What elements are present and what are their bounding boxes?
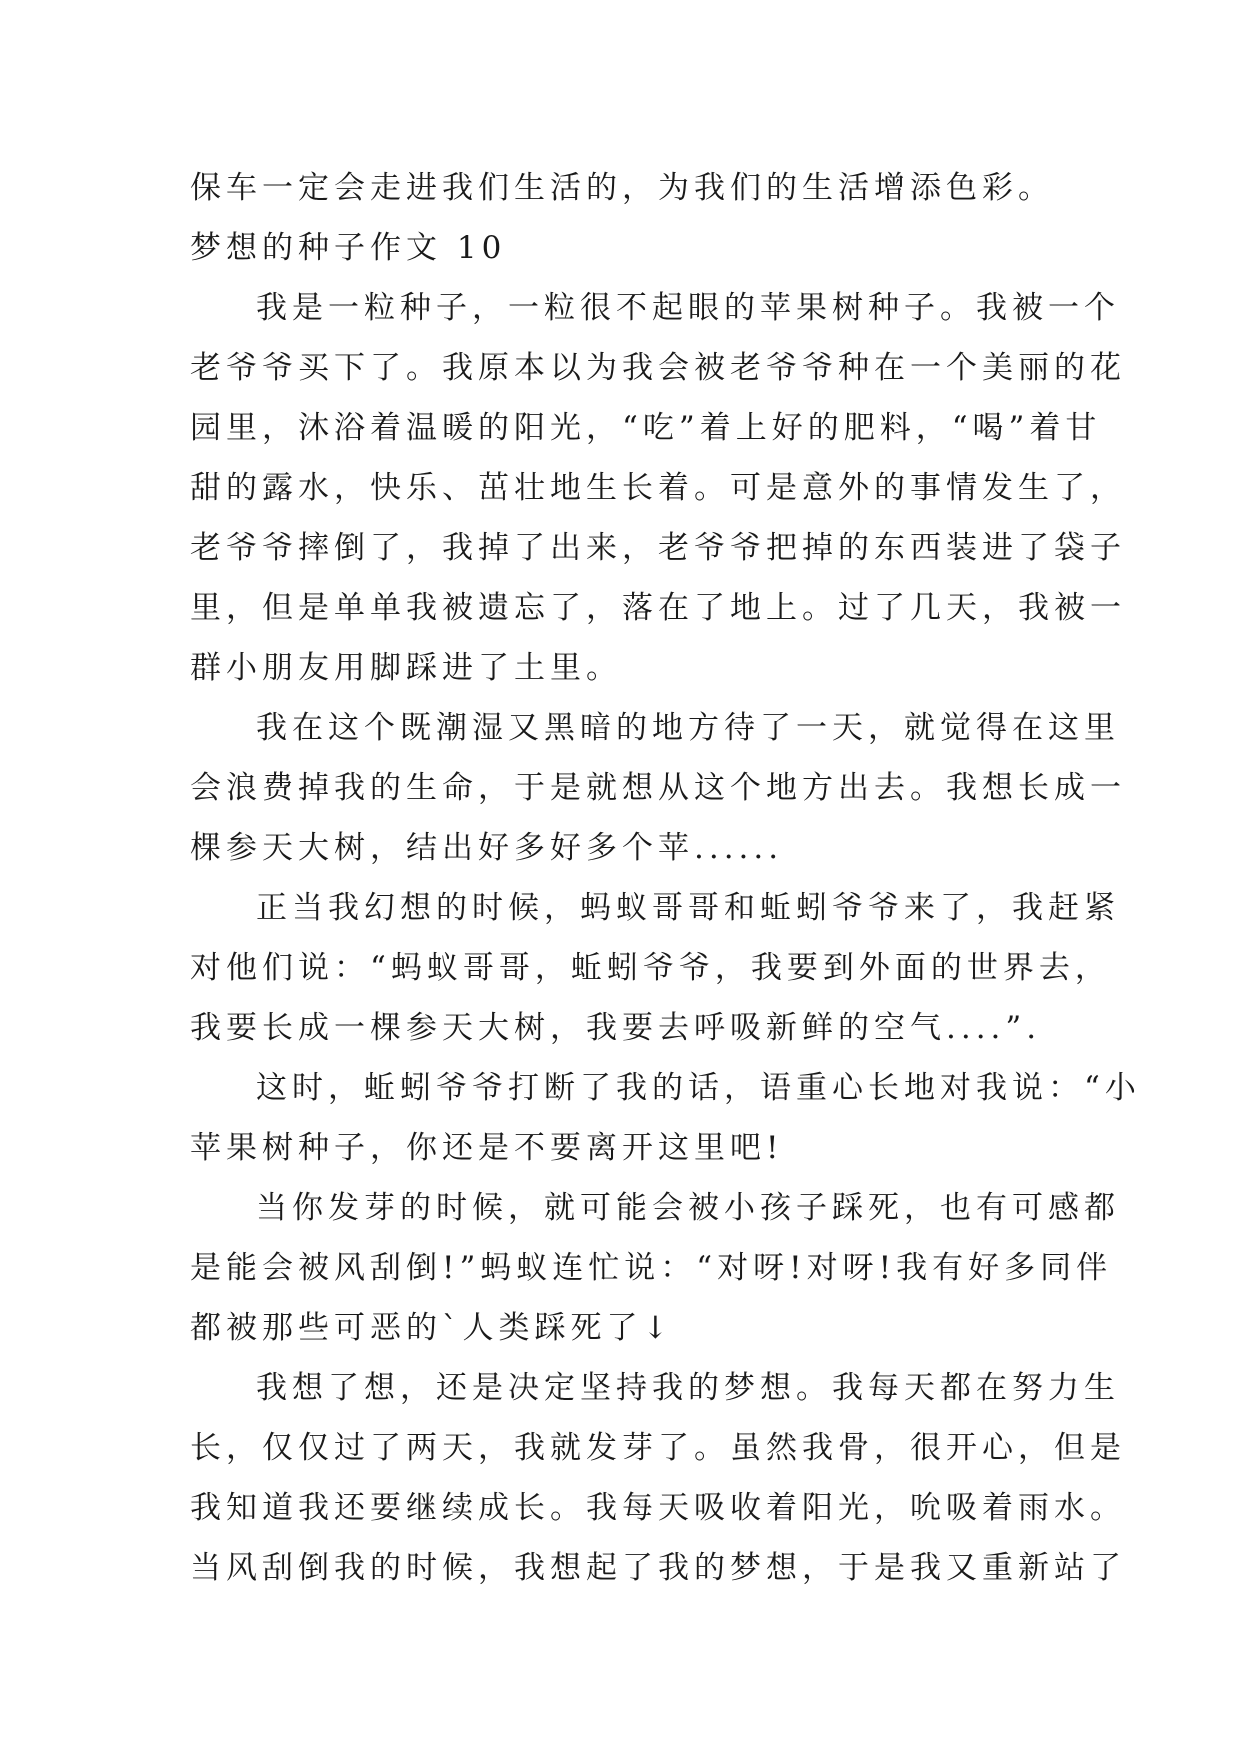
text-line: 我要长成一棵参天大树，我要去呼吸新鲜的空气....”. [190,1010,1042,1046]
text-line: 保车一定会走进我们生活的，为我们的生活增添色彩。 [190,170,1054,206]
text-line: 群小朋友用脚踩进了土里。 [190,650,622,686]
document-body [190,158,1141,1598]
text-line: 园里，沐浴着温暖的阳光，“吃”着上好的肥料，“喝”着甘 [190,410,1102,446]
text-line: 里，但是单单我被遗忘了，落在了地上。过了几天，我被一 [190,590,1126,626]
text-line: 我是一粒种子，一粒很不起眼的苹果树种子。我被一个 [256,290,1120,326]
text-line: 当你发芽的时候，就可能会被小孩子踩死，也有可感都 [256,1190,1120,1226]
text-line: 我在这个既潮湿又黑暗的地方待了一天，就觉得在这里 [256,710,1120,746]
text-line: 老爷爷摔倒了，我掉了出来，老爷爷把掉的东西装进了袋子 [190,530,1126,566]
text-line: 这时，蚯蚓爷爷打断了我的话，语重心长地对我说：“小 [256,1070,1141,1106]
text-line: 都被那些可恶的`人类踩死了↓ [190,1310,674,1346]
text-line: 我知道我还要继续成长。我每天吸收着阳光，吮吸着雨水。 [190,1490,1126,1526]
text-line: 甜的露水，快乐、茁壮地生长着。可是意外的事情发生了， [190,470,1126,506]
text-line: 正当我幻想的时候，蚂蚁哥哥和蚯蚓爷爷来了，我赶紧 [256,890,1120,926]
text-line: 苹果树种子，你还是不要离开这里吧! [190,1130,784,1166]
text-line: 老爷爷买下了。我原本以为我会被老爷爷种在一个美丽的花 [190,350,1126,386]
text-line: 当风刮倒我的时候，我想起了我的梦想，于是我又重新站了 [190,1550,1126,1586]
text-line: 长，仅仅过了两天，我就发芽了。虽然我骨，很开心，但是 [190,1430,1126,1466]
text-line: 会浪费掉我的生命，于是就想从这个地方出去。我想长成一 [190,770,1126,806]
text-line: 棵参天大树，结出好多好多个苹...... [190,830,784,866]
text-line: 我想了想，还是决定坚持我的梦想。我每天都在努力生 [256,1370,1120,1406]
text-line: 对他们说：“蚂蚁哥哥，蚯蚓爷爷，我要到外面的世界去， [190,950,1111,986]
text-line: 是能会被风刮倒!”蚂蚁连忙说：“对呀!对呀!我有好多同伴 [190,1250,1113,1286]
essay-title: 梦想的种子作文 10 [190,230,507,266]
